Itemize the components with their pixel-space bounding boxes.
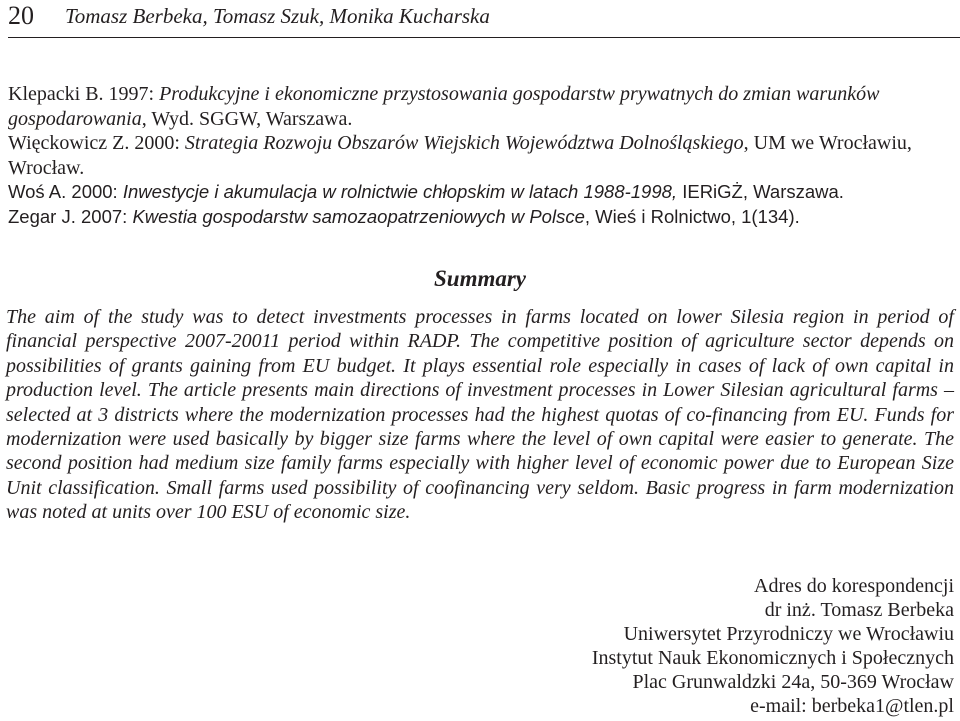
reference-title: Strategia Rozwoju Obszarów Wiejskich Województwa Dolnośląskiego	[184, 132, 744, 154]
reference-author: Więckowicz Z. 2000:	[8, 132, 185, 154]
reference-item	[8, 180, 952, 205]
reference-item	[8, 131, 952, 180]
address-line: Adres do korespondencji	[754, 575, 954, 597]
reference-year: 2007:	[75, 205, 133, 227]
header-rule	[8, 37, 960, 38]
running-authors: Tomasz Berbeka, Tomasz Szuk, Monika Kucharska	[65, 4, 490, 28]
reference-item	[8, 82, 952, 131]
address-line: Instytut Nauk Ekonomicznych i Społecznych	[591, 647, 954, 669]
reference-title: Kwestia gospodarstw samozaopatrzeniowych w Polsce	[132, 205, 585, 227]
reference-list	[8, 82, 952, 229]
reference-title: Inwestycje i akumulacja w rolnictwie chłopskim w latach 1988-1998,	[122, 181, 678, 202]
reference-year: 2000:	[66, 181, 123, 202]
address-line: dr inż. Tomasz Berbeka	[764, 599, 954, 621]
reference-title: Produkcyjne i ekonomiczne przystosowania gospodarstw prywatnych do zmian warunków gospodarowania	[8, 83, 880, 130]
reference-author: Klepacki B. 1997:	[8, 83, 160, 105]
reference-publisher: , UM we Wrocławiu, Wrocław.	[8, 132, 912, 179]
address-email: e-mail: berbeka1@tlen.pl	[750, 695, 954, 717]
running-header	[8, 0, 960, 40]
address-line: Uniwersytet Przyrodniczy we Wrocławiu	[623, 623, 954, 645]
reference-author: Zegar J.	[8, 205, 76, 227]
correspondence-address	[454, 574, 954, 718]
reference-publisher: , Wyd. SGGW, Warszawa.	[141, 107, 353, 130]
reference-publisher: IERiGŻ, Warszawa.	[677, 181, 844, 202]
reference-publisher: , Wieś i Rolnictwo, 1(134).	[584, 205, 800, 227]
summary-heading: Summary	[433, 266, 527, 291]
summary-paragraph: The aim of the study was to detect investments processes in farms located on lower Silesia region in period of financial perspective 2007-20011 period within RADP. The competitive position of agriculture sector depends on possibilities of grants gaining from EU budget. It plays essential role especially in cases of lack of own capital in production level. The article presents main directions of investment processes in Lower Silesian agricultural farms – selected at 3 districts where the modernization processes had the highest quotas of co-financing from EU. Funds for modernization were used basically by bigger size farms where the level of own capital were easier to generate. The second position had medium size family farms especially with higher level of economic power due to European Size Unit classification. Small farms used possibility of coofinancing very seldom. Basic progress in farm modernization was noted at units over 100 ESU of economic size.	[6, 306, 954, 524]
page-number: 20	[8, 1, 34, 30]
reference-author: Woś A.	[8, 181, 67, 202]
reference-item	[8, 205, 952, 230]
address-line: Plac Grunwaldzki 24a, 50-369 Wrocław	[632, 671, 954, 693]
